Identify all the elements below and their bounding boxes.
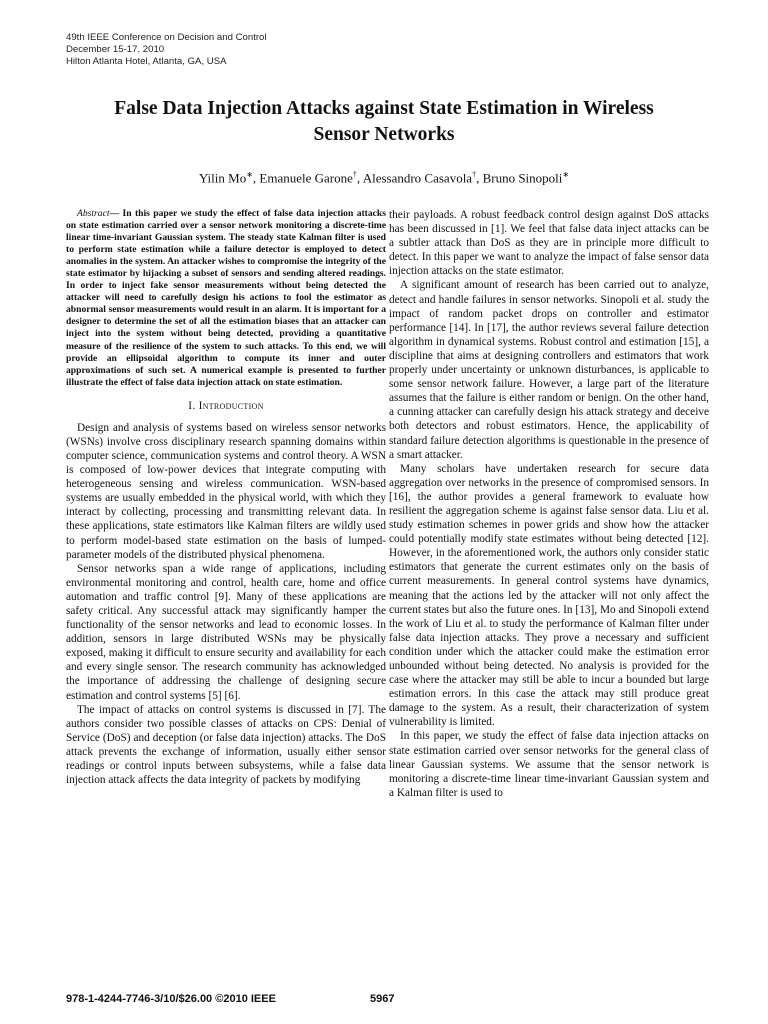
author-name: Yilin Mo xyxy=(198,170,247,186)
abstract xyxy=(66,208,386,389)
paper-title xyxy=(60,96,708,148)
conference-info xyxy=(66,32,267,68)
section-numeral: I. xyxy=(188,399,199,412)
author-list: Yilin Mo∗, Emanuele Garone†, Alessandro Casavola†, Bruno Sinopoli∗ xyxy=(198,170,570,186)
author-name: Alessandro Casavola xyxy=(362,170,473,186)
abstract-label: Abstract xyxy=(77,208,110,219)
section-heading xyxy=(66,399,386,413)
affiliation-mark: † xyxy=(352,170,357,179)
section-title: Introduction xyxy=(198,399,264,412)
body-paragraph: Many scholars have undertaken research for secure data aggregation over networks in the presence of compromised sensors. In [16], the author provides a general framework to evaluate how resilient the aggregation scheme is against false sensor data. Liu et al. study estimation schemes in power grids and show how the attacker could potentially modify state estimates without being detected [12]. However, in the aforementioned work, the authors only consider static estimators that generate the current estimates only on the basis of current measurements. In general control systems have dynamics, meaning that the actions led by the attacker will not only affect the current states but also the future ones. In [13], Mo and Sinopoli extend the work of Liu et al. to study the performance of Kalman filter under false data injection attacks. They prove a necessary and sufficient condition under which the attacker could make the estimation error unbounded without being detected. No analysis is provided for the case where the attacker may still be able to incur a bounded but large estimation errors. In this case the attack may still produce great damage to the system. As a result, their characterization of system vulnerability is limited. xyxy=(389,462,709,729)
author-name: Bruno Sinopoli xyxy=(482,170,563,186)
body-paragraph: A significant amount of research has been carried out to analyze, detect and handle failures in sensor networks. Sinopoli et al. study the impact of random packet drops on controller and estimator performance [14]. In [17], the author reviews several failure detection algorithm in dynamical systems. Robust control and estimation [15], a discipline that aims at designing controllers and estimators that work properly under uncertainty or unknown disturbances, is applicable to some sensor network failure. However, a large part of the literature assumes that the failure is either random or benign. On the other hand, a cunning attacker can carefully design his attack strategy and deceive both detectors and robust estimators. Hence, the applicability of standard failure detection algorithms is questionable in the presence of a smart attacker. xyxy=(389,279,709,461)
body-paragraph: The impact of attacks on control systems is discussed in [7]. The authors consider two possible classes of attacks on CPS: Denial of Service (DoS) and deception (or false data injection) attacks. The DoS attack prevents the exchange of information, usually either sensor readings or control inputs between subsystems, while a false data injection attack affects the data integrity of packets by modifying xyxy=(66,703,386,787)
body-paragraph: their payloads. A robust feedback control design against DoS attacks has been discussed in [1]. We feel that false data inject attacks can be a subtler attack than DoS as they are in principle more difficult to detect. In this paper we want to analyze the impact of false sensor data injection attacks on the state estimator. xyxy=(389,209,709,278)
conference-venue: Hilton Atlanta Hotel, Atlanta, GA, USA xyxy=(66,56,227,67)
page-number: 5967 xyxy=(370,993,395,1005)
body-paragraph: Sensor networks span a wide range of applications, including environmental monitoring and control, health care, home and office automation and traffic control [9]. Many of these applications are safety critical. Any successful attack may significantly hamper the functionality of the sensor networks and lead to economic losses. In addition, sensors in large distributed WSNs may be physically exposed, making it difficult to ensure security and availability for each and every single sensor. The research community has acknowledged the importance of addressing the challenge of designing secure estimation and control systems [5] [6]. xyxy=(66,562,386,702)
title-line-1: False Data Injection Attacks against State Estimation in Wireless xyxy=(114,98,654,119)
author-name: Emanuele Garone xyxy=(259,170,353,186)
isbn-footer: 978-1-4244-7746-3/10/$26.00 ©2010 IEEE xyxy=(66,993,276,1005)
conference-name: 49th IEEE Conference on Decision and Control xyxy=(66,32,267,43)
abstract-text: In this paper we study the effect of false data injection attacks on state estimation carried over a sensor network monitoring a discrete-time linear time-invariant Gaussian system. The steady state Kalman filter is used to perform state estimation while a failure detector is employed to detect anomalies in the system. An attacker wishes to compromise the integrity of the state estimator by hijacking a subset of sensors and sending altered readings. In order to inject fake sensor measurements without being detected the attacker will need to carefully design his actions to fool the estimator as abnormal sensor measurements would result in an alarm. It is important for a designer to determine the set of all the estimation biases that an attacker can inject into the system without being detected, providing a quantitative measure of the resilience of the system to such attacks. To this end, we will provide an ellipsoidal algorithm to compute its inner and outer approximations of such set. A numerical example is presented to further illustrate the effect of false data injection attack on state estimation. xyxy=(66,208,387,388)
body-paragraph: In this paper, we study the effect of false data injection attacks on state estimation carried over sensor networks for the general class of linear Gaussian systems. We assume that the sensor network is monitoring a discrete-time linear time-invariant Gaussian system and a Kalman filter is used to xyxy=(389,730,709,799)
right-column xyxy=(389,208,709,800)
abstract-dash: — xyxy=(109,208,123,219)
affiliation-mark: ∗ xyxy=(246,170,253,179)
title-line-2: Sensor Networks xyxy=(313,124,455,145)
affiliation-mark: ∗ xyxy=(562,170,570,179)
affiliation-mark: † xyxy=(472,170,477,179)
body-paragraph: Design and analysis of systems based on wireless sensor networks (WSNs) involve cross disciplinary research spanning domains within computer science, communication systems and control theory. A WSN is composed of low-power devices that integrate computing with heterogeneous sensing and wireless communication. WSN-based systems are usually embedded in the physical world, with which they interact by collecting, processing and transmitting relevant data. In these applications, state estimators like Kalman filters are wildly used to perform model-based state estimation on the basis of lumped-parameter models of the distributed physical phenomena. xyxy=(66,421,386,561)
left-column xyxy=(66,208,386,787)
conference-dates: December 15-17, 2010 xyxy=(66,44,165,55)
